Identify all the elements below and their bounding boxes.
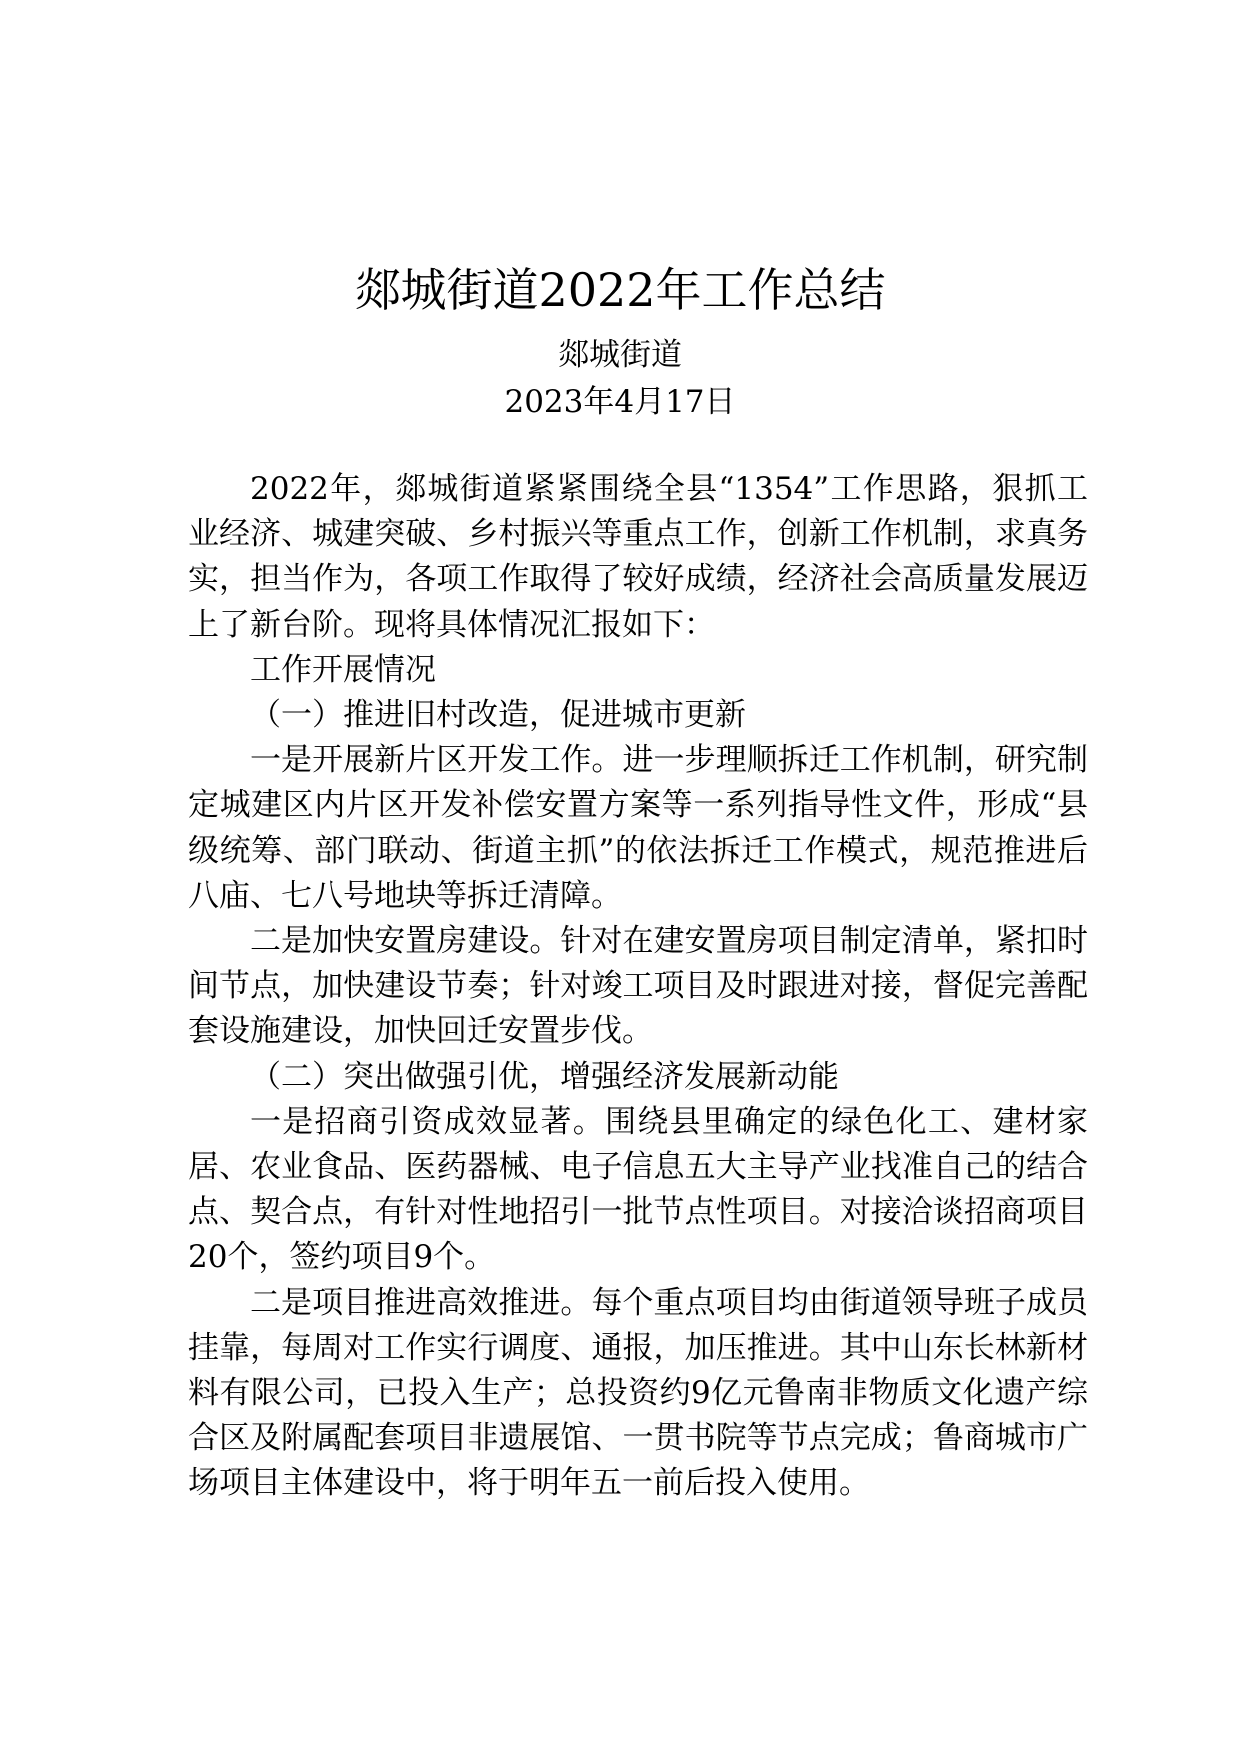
document-author: 郯城街道 [558, 337, 682, 373]
document-title: 郯城街道2022年工作总结 [354, 263, 886, 317]
body-paragraph: 一是开展新片区开发工作。进一步理顺拆迁工作机制，研究制定城建区内片区开发补偿安置方案等一系列指导性文件，形成“县级统筹、部门联动、街道主抓”的依法拆迁工作模式，规范推进后八庙、七八号地块等拆迁清障。 [188, 742, 1088, 914]
body-paragraph: 二是加快安置房建设。针对在建安置房项目制定清单，紧扣时间节点，加快建设节奏；针对竣工项目及时跟进对接，督促完善配套设施建设，加快回迁安置步伐。 [188, 923, 1088, 1050]
body-paragraph: 一是招商引资成效显著。围绕县里确定的绿色化工、建材家居、农业食品、医药器械、电子信息五大主导产业找准自己的结合点、契合点，有针对性地招引一批节点性项目。对接洽谈招商项目20个，签约项目9个。 [188, 1103, 1088, 1276]
body-paragraph: 二是项目推进高效推进。每个重点项目均由街道领导班子成员挂靠，每周对工作实行调度、通报，加压推进。其中山东长林新材料有限公司，已投入生产；总投资约9亿元鲁南非物质文化遗产综合区及附属配套项目非遗展馆、一贯书院等节点完成；鲁商城市广场项目主体建设中，将于明年五一前后投入使用。 [188, 1284, 1088, 1502]
intro-paragraph: 2022年，郯城街道紧紧围绕全县“1354”工作思路，狠抓工业经济、城建突破、乡村振兴等重点工作，创新工作机制，求真务实，担当作为，各项工作取得了较好成绩，经济社会高质量发展迈上了新台阶。现将具体情况汇报如下： [188, 471, 1088, 643]
subsection-heading: （二）突出做强引优，增强经济发展新动能 [250, 1058, 839, 1095]
document-date: 2023年4月17日 [504, 384, 736, 420]
document-body [188, 467, 1088, 1507]
section-heading: 工作开展情况 [250, 651, 436, 688]
subsection-heading: （一）推进旧村改造，促进城市更新 [250, 697, 746, 734]
